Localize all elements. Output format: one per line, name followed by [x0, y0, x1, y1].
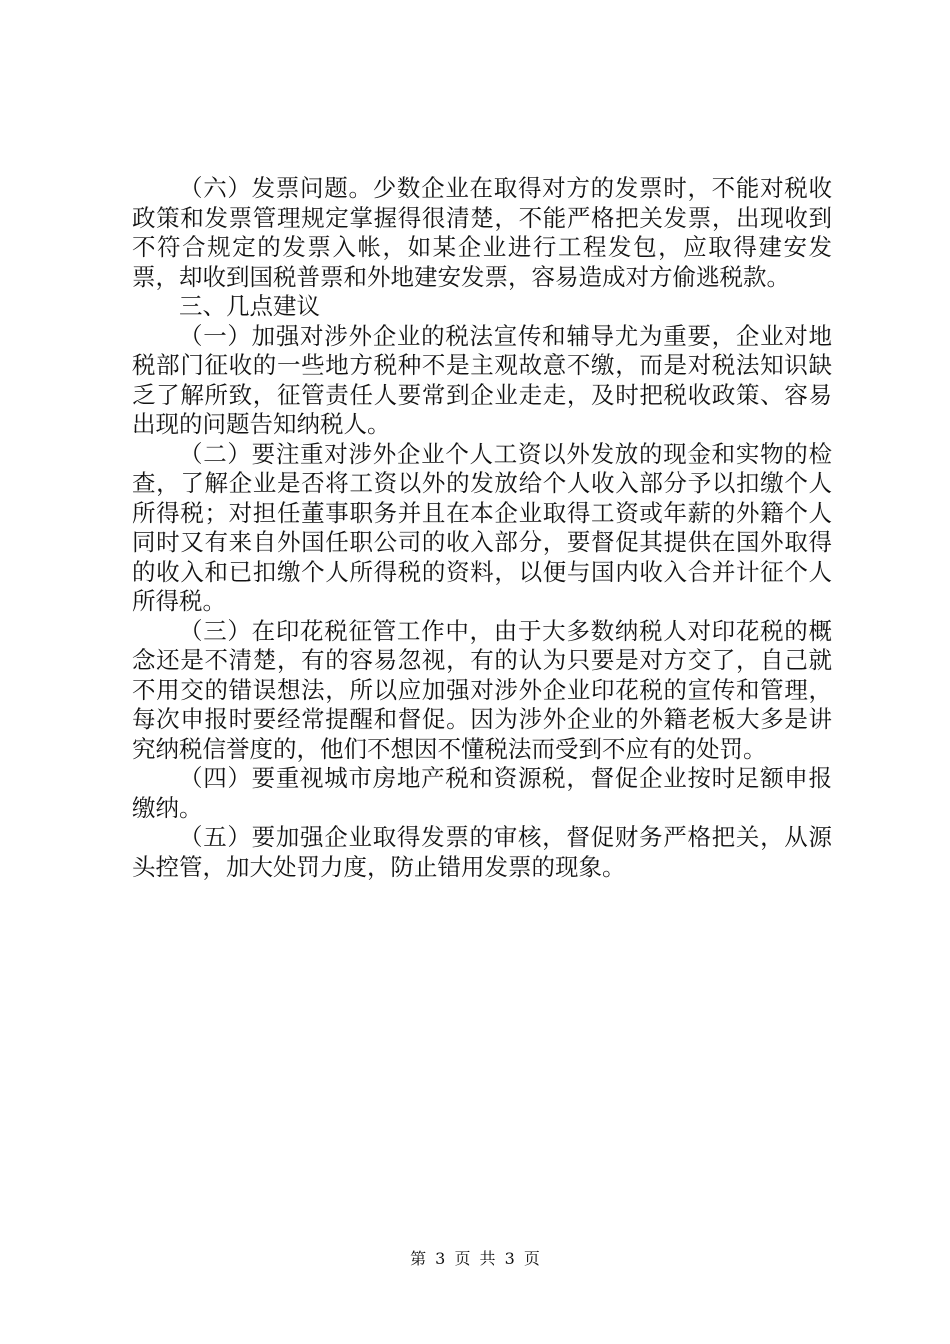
- paragraph-suggestion-5: （五）要加强企业取得发票的审核，督促财务严格把关，从源头控管，加大处罚力度，防止错用发票的现象。: [132, 823, 832, 881]
- page-footer: 第 3 页 共 3 页: [410, 1249, 540, 1268]
- paragraph-suggestion-3: （三）在印花税征管工作中，由于大多数纳税人对印花税的概念还是不清楚，有的容易忽视，有的认为只要是对方交了，自己就不用交的错误想法，所以应加强对涉外企业印花税的宣传和管理，每次申报时要经常提醒和督促。因为涉外企业的外籍老板大多是讲究纳税信誉度的，他们不想因不懂税法而受到不应有的处罚。: [132, 616, 832, 763]
- paragraph-invoice-issue: （六）发票问题。少数企业在取得对方的发票时，不能对税收政策和发票管理规定掌握得很清楚，不能严格把关发票，出现收到不符合规定的发票入帐，如某企业进行工程发包，应取得建安发票，却收到国税普票和外地建安发票，容易造成对方偷逃税款。: [132, 174, 832, 291]
- paragraph-suggestion-2: （二）要注重对涉外企业个人工资以外发放的现金和实物的检查，了解企业是否将工资以外的发放给个人收入部分予以扣缴个人所得税；对担任董事职务并且在本企业取得工资或年薪的外籍个人同时又有来自外国任职公司的收入部分，要督促其提供在国外取得的收入和已扣缴个人所得税的资料，以便与国内收入合并计征个人所得税。: [132, 439, 832, 615]
- document-body: [132, 174, 832, 882]
- paragraph-suggestion-1: （一）加强对涉外企业的税法宣传和辅导尤为重要，企业对地税部门征收的一些地方税种不是主观故意不缴，而是对税法知识缺乏了解所致，征管责任人要常到企业走走，及时把税收政策、容易出现的问题告知纳税人。: [132, 321, 832, 438]
- paragraph-suggestion-4: （四）要重视城市房地产税和资源税，督促企业按时足额申报缴纳。: [132, 764, 832, 822]
- section-heading-suggestions: 三、几点建议: [179, 292, 320, 320]
